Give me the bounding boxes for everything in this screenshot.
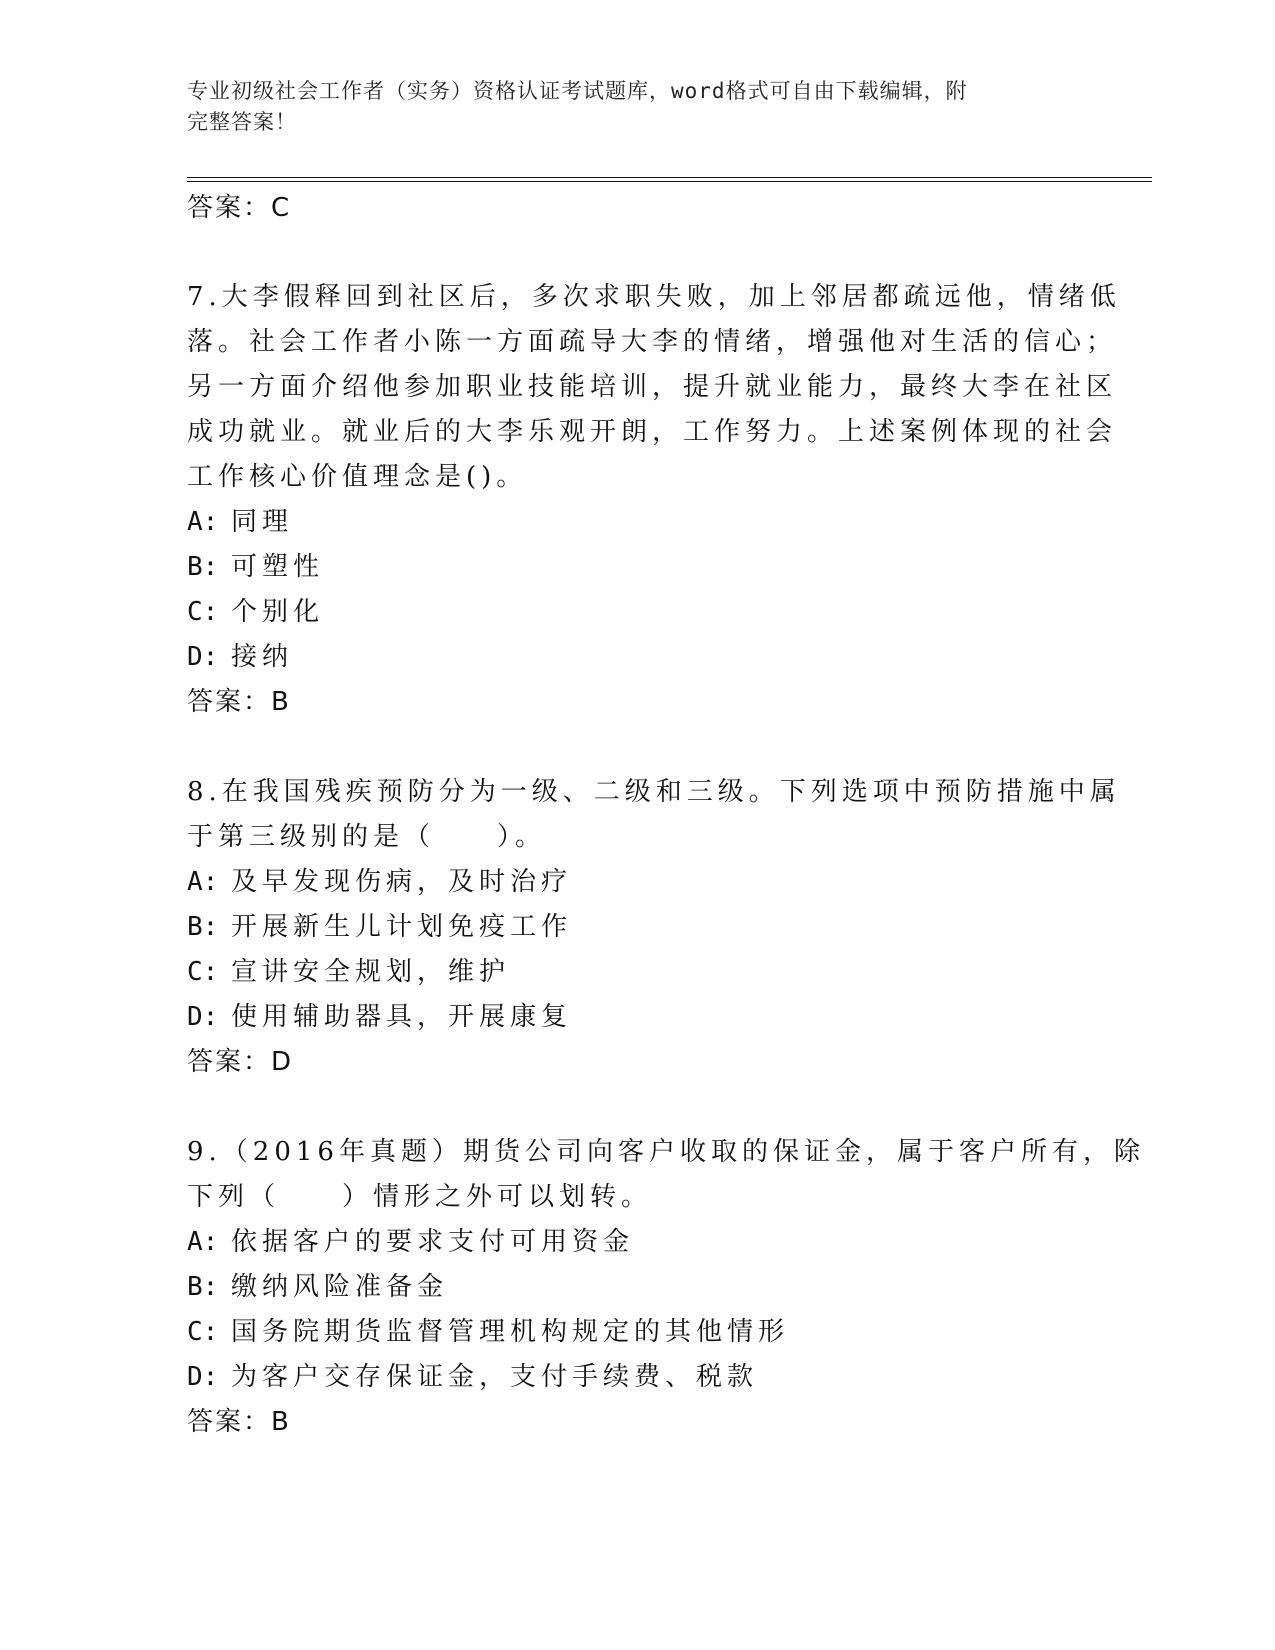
option-text: 及早发现伤病，及时治疗 — [231, 867, 573, 897]
option-b — [187, 912, 572, 942]
option-letter: B: — [187, 912, 219, 942]
option-letter: D: — [187, 642, 219, 672]
option-letter: A: — [187, 867, 219, 897]
option-text: 接纳 — [231, 642, 294, 672]
option-a — [187, 867, 572, 897]
option-letter: D: — [187, 1362, 219, 1392]
page-header — [187, 76, 1067, 138]
option-letter: B: — [187, 1272, 219, 1302]
question-stem-line: 下列（ ）情形之外可以划转。 — [187, 1182, 653, 1212]
header-rule-top — [187, 177, 1152, 178]
question-stem-line: 8.在我国残疾预防分为一级、二级和三级。下列选项中预防措施中属 — [187, 777, 1121, 807]
question-stem-line: 7.大李假释回到社区后，多次求职失败，加上邻居都疏远他，情绪低 — [187, 282, 1121, 312]
option-text: 缴纳风险准备金 — [231, 1272, 449, 1302]
question-stem-line: 成功就业。就业后的大李乐观开朗，工作努力。上述案例体现的社会 — [187, 417, 1118, 447]
answer: 答案：B — [187, 1407, 291, 1437]
option-c — [187, 597, 324, 627]
question-stem-line: 9.（2016年真题）期货公司向客户收取的保证金，属于客户所有，除 — [187, 1137, 1145, 1167]
question-stem-line: 工作核心价值理念是()。 — [187, 462, 528, 492]
option-b — [187, 552, 324, 582]
question-stem-line: 落。社会工作者小陈一方面疏导大李的情绪，增强他对生活的信心； — [187, 327, 1118, 357]
option-text: 开展新生儿计划免疫工作 — [231, 912, 573, 942]
option-text: 个别化 — [231, 597, 325, 627]
option-text: 可塑性 — [231, 552, 325, 582]
option-text: 宣讲安全规划，维护 — [231, 957, 511, 987]
option-letter: A: — [187, 1227, 219, 1257]
option-b — [187, 1272, 448, 1302]
answer: 答案：B — [187, 687, 291, 717]
answer: 答案：D — [187, 1047, 294, 1077]
option-text: 国务院期货监督管理机构规定的其他情形 — [231, 1317, 790, 1347]
option-letter: B: — [187, 552, 219, 582]
option-d — [187, 642, 293, 672]
option-text: 为客户交存保证金，支付手续费、税款 — [231, 1362, 759, 1392]
header-line-2: 完整答案！ — [187, 110, 297, 134]
option-a — [187, 1227, 634, 1257]
option-c — [187, 957, 510, 987]
option-c — [187, 1317, 789, 1347]
question-stem-line: 另一方面介绍他参加职业技能培训，提升就业能力，最终大李在社区 — [187, 372, 1118, 402]
option-text: 同理 — [231, 507, 294, 537]
option-text: 使用辅助器具，开展康复 — [231, 1002, 573, 1032]
question-stem-line: 于第三级别的是（ ）。 — [187, 822, 547, 852]
option-letter: C: — [187, 1317, 219, 1347]
option-text: 依据客户的要求支付可用资金 — [231, 1227, 635, 1257]
option-d — [187, 1362, 758, 1392]
option-a — [187, 507, 293, 537]
option-letter: C: — [187, 957, 219, 987]
option-letter: A: — [187, 507, 219, 537]
option-letter: C: — [187, 597, 219, 627]
previous-answer: 答案：C — [187, 193, 292, 223]
header-line-1: 专业初级社会工作者（实务）资格认证考试题库，word格式可自由下载编辑，附 — [187, 79, 968, 103]
option-letter: D: — [187, 1002, 219, 1032]
option-d — [187, 1002, 572, 1032]
header-rule-bottom — [187, 181, 1152, 182]
